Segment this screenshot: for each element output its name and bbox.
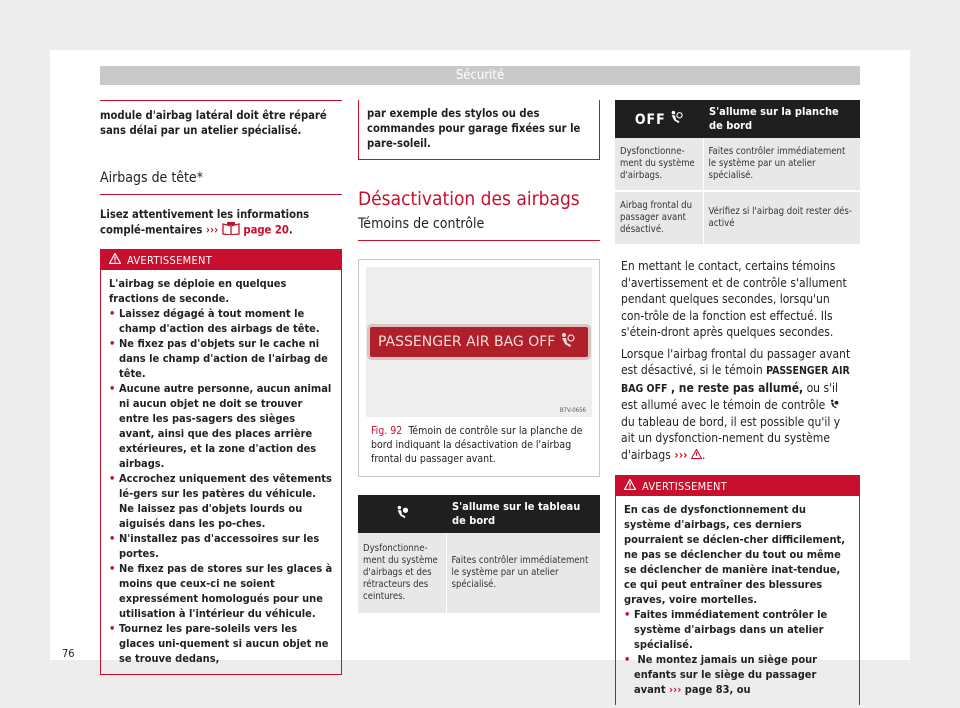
column-1 [100,100,342,675]
table-cell-action: Vérifiez si l'airbag doit rester dés-activé [703,191,860,244]
table-icon-cell [615,100,703,138]
warning-header: AVERTISSEMENT [616,476,859,496]
arrows: ››› [669,683,682,696]
table-icon-cell [358,495,446,533]
page-ref-link[interactable]: page 20 [243,223,289,237]
paragraph-2: Lorsque l'airbag frontal du passager avant est désactivé, si le témoin PASSENGER AIR BAG OFF , ne reste pas allumé, ou s'il est allumé avec le témoin de contrôle du tableau de bord, il est possible qu'il y ait un dysfonction-nement du système d'airbags ››› . [621,346,851,462]
table-cell-state: Dysfonctionne-ment du système d'airbags. [615,138,703,191]
airbag-warning-icon [395,509,409,522]
warning-item: • Tournez les pare-soleils vers les glaces uni-quement si aucun objet ne se trouve dedans, [109,621,333,666]
warning-item: • Ne montez jamais un siège pour enfants sur le siège du passager avant ››› page 83, ou [624,652,851,697]
intro-text: module d'airbag latéral doit être réparé sans délai par un atelier spécialisé. [100,109,327,137]
warning-item: • Aucune autre personne, aucun animal ni aucun objet ne doit se trouver entre les pas-sagers des sièges avant, ainsi que des places arrière extérieures, et la zone d'action des airbags. [109,381,333,471]
warning-continued: par exemple des stylos ou des commandes pour garage fixées sur le pare-soleil. [358,100,600,160]
airbag-off-icon [669,114,683,127]
warning-body [101,270,341,674]
warning-box-2 [615,475,860,705]
warning-item: • N'installez pas d'accessoires sur les portes. [109,531,333,561]
warning-header: AVERTISSEMENT [101,250,341,270]
page-ref-link[interactable]: page 83, ou [684,683,751,696]
warning-lead: En cas de dysfonctionnement du système d'airbags, ces derniers pourraient se déclen-cher difficilement, ne pas se déclencher du tout ou même se déclencher de manière inat-tendue, ce qui peut entraîner des blessures graves, voire mortelles. [624,503,846,606]
warning-item: • Laissez dégagé à tout moment le champ d'action des airbags de tête. [109,306,333,336]
section-header: Sécurité [100,66,860,85]
arrows: ››› [674,447,688,462]
table-cell-state: Airbag frontal du passager avant désactivé. [615,191,703,244]
heading-head-airbags: Airbags de tête* [100,150,342,195]
book-icon [222,222,240,239]
passenger-airbag-off-lamp: PASSENGER AIR BAG OFF [621,365,850,395]
table-cell-action: Faites contrôler immédiatement le système par un atelier spécialisé. [703,138,860,191]
paragraph-1: En mettant le contact, certains témoins d'avertissement et de contrôle s'allument pendant quelques secondes, lorsqu'un con-trôle de la fonction est effectué. Ils s'étein-dront après quelques secondes. [621,259,847,339]
read-more-text: Lisez attentivement les informations complé-mentaires ››› page 20. [100,195,342,239]
table-header: S'allume sur le tableau de bord [446,495,600,533]
table-cell-state: Dysfonctionne-ment du système d'airbags et des rétracteurs des ceintures. [358,533,446,613]
warning-item: • Ne fixez pas d'objets sur le cache ni dans le champ d'action de l'airbag de tête. [109,336,333,381]
page-number: 76 [62,647,75,660]
warning-item: • Ne fixez pas de stores sur les glaces à moins que ceux-ci ne soient expressément homologués pour une utilisation à l'intérieur du véhicule. [109,561,333,621]
warning-item: • Faites immédiatement contrôler le système d'airbags dans un atelier spécialisé. [624,607,851,652]
column-3 [615,100,860,705]
figure-code: B7V-0656 [559,407,586,414]
warning-triangle-icon [691,448,702,462]
section-title: Désactivation des airbags [358,188,580,210]
warning-box-1 [100,249,342,675]
table-cell-action: Faites contrôler immédiatement le système par un atelier spécialisé. [446,533,600,613]
airbag-warning-icon [829,398,839,412]
arrows: ››› [205,223,219,237]
figure-image [366,267,592,417]
airbag-off-icon [559,332,575,352]
column-2 [358,100,600,613]
warning-item: • Accrochez uniquement des vêtements lé-gers sur les patères du véhicule. Ne laissez pas d'objets lourds ou aiguisés dans les po-ches. [109,471,333,531]
warning-triangle-icon [109,253,121,267]
warning-body [616,496,859,705]
table-header: S'allume sur la planche de bord [703,100,860,138]
sub-title: Témoins de contrôle [358,210,600,241]
indicator-table-1 [358,495,600,613]
figure-caption: Fig. 92 Témoin de contrôle sur la planche de bord indiquant la désactivation de l'airbag frontal du passager avant. [371,425,583,465]
warning-triangle-icon [624,479,636,493]
off-label: OFF [634,112,666,128]
figure-92 [358,259,600,477]
warning-lead: L'airbag se déploie en quelques fractions de seconde. [109,277,287,305]
passenger-airbag-off-indicator: PASSENGER AIR BAG OFF [370,327,588,357]
indicator-table-2 [615,100,860,244]
